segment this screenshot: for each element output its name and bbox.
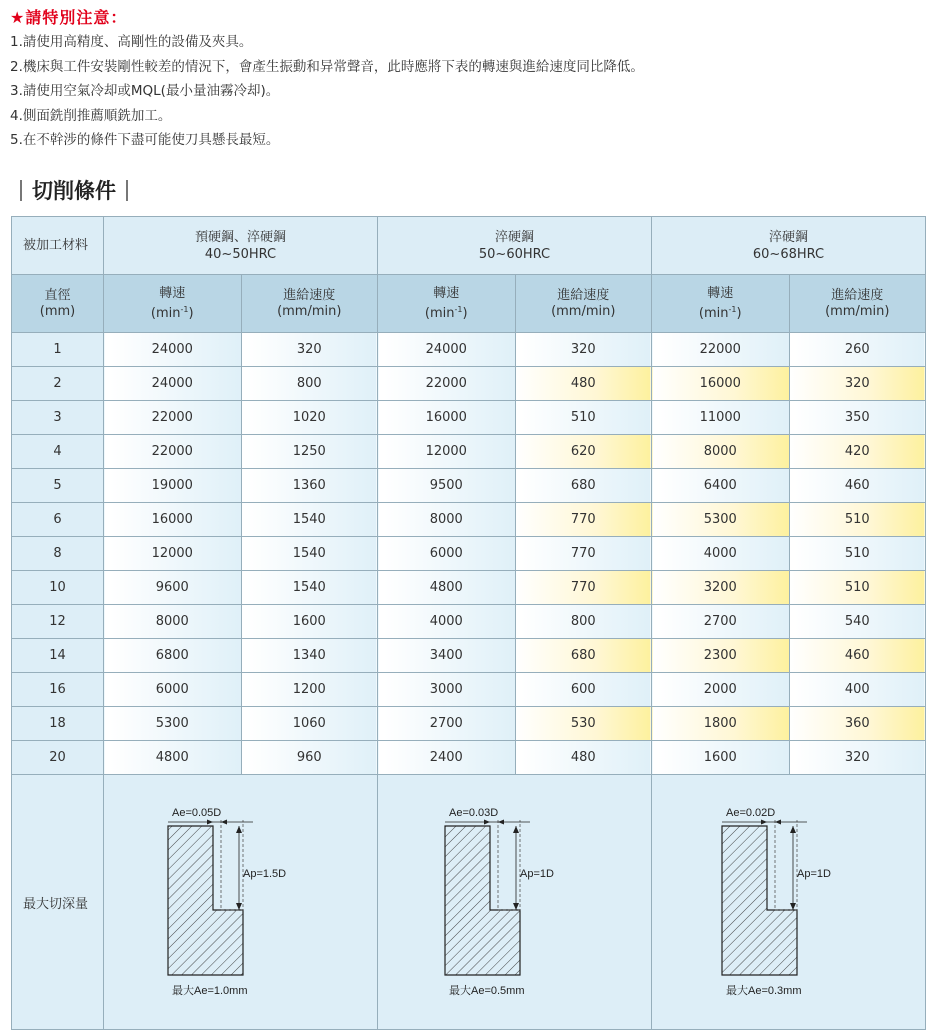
- speed-cell: 6000: [104, 673, 242, 707]
- feed-label: 進給速度: [831, 287, 884, 303]
- feed-cell: 530: [515, 707, 652, 741]
- speed-cell: 11000: [652, 401, 790, 435]
- speed-cell: 2000: [652, 673, 790, 707]
- feed-cell: 1540: [241, 571, 378, 605]
- group-name: 淬硬鋼: [768, 229, 808, 245]
- feed-cell: 400: [789, 673, 926, 707]
- speed-cell: 1800: [652, 707, 790, 741]
- speed-header: [378, 275, 516, 333]
- arrow-head-icon: [761, 820, 767, 825]
- speed-cell: 19000: [104, 469, 242, 503]
- max-ae-label: 最大Ae=0.3mm: [726, 985, 802, 997]
- speed-unit-suffix: ): [736, 305, 742, 321]
- speed-unit-exp: -1: [454, 304, 463, 314]
- speed-cell: 24000: [104, 333, 242, 367]
- tool-outline: [498, 820, 520, 910]
- speed-cell: 16000: [104, 503, 242, 537]
- arrow-head-icon: [207, 820, 213, 825]
- speed-cell: 4000: [378, 605, 516, 639]
- feed-cell: 800: [241, 367, 378, 401]
- diameter-cell: 12: [12, 605, 104, 639]
- notice-line: 1.請使用高精度、高剛性的設備及夾具。: [10, 34, 253, 50]
- feed-header: [241, 275, 378, 333]
- speed-cell: 3200: [652, 571, 790, 605]
- group-header: [652, 217, 926, 275]
- diameter-unit: (mm): [39, 303, 76, 319]
- feed-cell: 460: [789, 469, 926, 503]
- speed-cell: 12000: [104, 537, 242, 571]
- notice-line: 3.請使用空氣冷却或MQL(最小量油霧冷却)。: [10, 83, 280, 99]
- diameter-cell: 18: [12, 707, 104, 741]
- ae-label: Ae=0.02D: [726, 807, 776, 819]
- feed-cell: 510: [789, 537, 926, 571]
- heading-bar-left: [20, 180, 22, 201]
- table-row: [12, 707, 926, 741]
- speed-cell: 1600: [652, 741, 790, 775]
- max-depth-label: 最大切深量: [12, 775, 104, 1030]
- speed-unit-prefix: (min: [424, 305, 455, 321]
- arrow-head-icon: [775, 820, 781, 825]
- arrow-head-icon: [790, 826, 796, 833]
- speed-cell: 3000: [378, 673, 516, 707]
- table-row: [12, 571, 926, 605]
- speed-cell: 2700: [378, 707, 516, 741]
- speed-unit: [699, 306, 742, 321]
- depth-diagram-cell: [652, 775, 926, 1030]
- speed-unit-prefix: (min: [150, 305, 181, 321]
- speed-cell: 9500: [378, 469, 516, 503]
- arrow-head-icon: [513, 903, 519, 910]
- feed-cell: 1340: [241, 639, 378, 673]
- speed-cell: 4800: [378, 571, 516, 605]
- workpiece-section: [168, 826, 243, 975]
- arrow-head-icon: [498, 820, 504, 825]
- speed-cell: 5300: [652, 503, 790, 537]
- feed-cell: 1540: [241, 537, 378, 571]
- arrow-head-icon: [236, 903, 242, 910]
- diameter-header: [12, 275, 104, 333]
- depth-diagram: [378, 775, 651, 1029]
- feed-cell: 510: [789, 503, 926, 537]
- ap-label: Ap=1D: [520, 868, 554, 880]
- feed-cell: 420: [789, 435, 926, 469]
- speed-cell: 24000: [378, 333, 516, 367]
- feed-cell: 770: [515, 537, 652, 571]
- speed-cell: 6800: [104, 639, 242, 673]
- column-header-row: [12, 275, 926, 333]
- group-hardness: 40~50HRC: [204, 246, 277, 262]
- feed-cell: 770: [515, 503, 652, 537]
- max-ae-label: 最大Ae=1.0mm: [172, 985, 248, 997]
- feed-cell: 510: [515, 401, 652, 435]
- speed-cell: 22000: [652, 333, 790, 367]
- feed-header: [515, 275, 652, 333]
- speed-cell: 8000: [104, 605, 242, 639]
- cutting-conditions-table: [11, 216, 926, 1030]
- feed-cell: 960: [241, 741, 378, 775]
- table-row: [12, 469, 926, 503]
- notice-line: 2.機床與工件安裝剛性較差的情況下，會產生振動和异常聲音，此時應將下表的轉速與進給速度同比降低。: [10, 58, 644, 75]
- feed-cell: 350: [789, 401, 926, 435]
- depth-diagram-cell: [104, 775, 378, 1030]
- speed-cell: 2300: [652, 639, 790, 673]
- feed-cell: 680: [515, 639, 652, 673]
- depth-diagram: [652, 775, 925, 1029]
- speed-cell: 5300: [104, 707, 242, 741]
- speed-label: 轉速: [707, 285, 734, 301]
- feed-cell: 1600: [241, 605, 378, 639]
- feed-cell: 320: [789, 367, 926, 401]
- feed-cell: 480: [515, 367, 652, 401]
- feed-cell: 510: [789, 571, 926, 605]
- feed-cell: 540: [789, 605, 926, 639]
- feed-cell: 1020: [241, 401, 378, 435]
- max-ae-label: 最大Ae=0.5mm: [449, 985, 525, 997]
- table-row: [12, 639, 926, 673]
- ap-label: Ap=1D: [797, 868, 831, 880]
- feed-cell: 680: [515, 469, 652, 503]
- speed-cell: 22000: [378, 367, 516, 401]
- feed-cell: 800: [515, 605, 652, 639]
- depth-diagram-cell: [378, 775, 652, 1030]
- feed-unit: (mm/min): [551, 303, 616, 319]
- diameter-cell: 4: [12, 435, 104, 469]
- speed-header: [652, 275, 790, 333]
- tool-outline: [221, 820, 243, 910]
- speed-cell: 2700: [652, 605, 790, 639]
- group-header: [378, 217, 652, 275]
- speed-cell: 9600: [104, 571, 242, 605]
- notice-title: ★請特別注意：: [10, 8, 128, 27]
- feed-cell: 770: [515, 571, 652, 605]
- speed-unit: [425, 306, 468, 321]
- arrow-head-icon: [236, 826, 242, 833]
- speed-cell: 2400: [378, 741, 516, 775]
- table-row: [12, 741, 926, 775]
- speed-label: 轉速: [159, 285, 186, 301]
- feed-cell: 1360: [241, 469, 378, 503]
- diameter-cell: 5: [12, 469, 104, 503]
- arrow-head-icon: [221, 820, 227, 825]
- speed-cell: 16000: [652, 367, 790, 401]
- feed-label: 進給速度: [557, 287, 610, 303]
- speed-label: 轉速: [433, 285, 460, 301]
- workpiece-section: [445, 826, 520, 975]
- max-depth-row: [12, 775, 926, 1030]
- feed-cell: 600: [515, 673, 652, 707]
- table-row: [12, 401, 926, 435]
- workpiece-section: [722, 826, 797, 975]
- arrow-head-icon: [513, 826, 519, 833]
- speed-unit-suffix: ): [188, 305, 194, 321]
- speed-cell: 4800: [104, 741, 242, 775]
- heading-bar-right: [126, 180, 128, 201]
- feed-cell: 480: [515, 741, 652, 775]
- diameter-cell: 10: [12, 571, 104, 605]
- group-name: 淬硬鋼: [494, 229, 534, 245]
- table-row: [12, 605, 926, 639]
- ae-label: Ae=0.03D: [449, 807, 499, 819]
- speed-header: [104, 275, 242, 333]
- feed-cell: 360: [789, 707, 926, 741]
- notice-section: [10, 6, 920, 153]
- feed-header: [789, 275, 926, 333]
- diameter-cell: 6: [12, 503, 104, 537]
- diameter-label: 直徑: [44, 287, 71, 303]
- diameter-cell: 16: [12, 673, 104, 707]
- feed-cell: 460: [789, 639, 926, 673]
- diameter-cell: 3: [12, 401, 104, 435]
- diameter-cell: 8: [12, 537, 104, 571]
- feed-cell: 1250: [241, 435, 378, 469]
- table-row: [12, 673, 926, 707]
- diameter-cell: 2: [12, 367, 104, 401]
- notice-line: 4.側面銑削推薦順銑加工。: [10, 107, 172, 124]
- material-header-row: [12, 217, 926, 275]
- speed-cell: 12000: [378, 435, 516, 469]
- speed-cell: 6000: [378, 537, 516, 571]
- material-label: 被加工材料: [12, 217, 104, 275]
- notice-line: 5.在不幹涉的條件下盡可能使刀具懸長最短。: [10, 132, 280, 148]
- speed-cell: 3400: [378, 639, 516, 673]
- speed-cell: 8000: [652, 435, 790, 469]
- feed-cell: 1540: [241, 503, 378, 537]
- table-row: [12, 503, 926, 537]
- tool-outline: [775, 820, 797, 910]
- group-hardness: 50~60HRC: [478, 246, 551, 262]
- speed-unit-exp: -1: [180, 304, 189, 314]
- arrow-head-icon: [790, 903, 796, 910]
- feed-label: 進給速度: [283, 287, 336, 303]
- speed-cell: 22000: [104, 435, 242, 469]
- group-name: 預硬鋼、淬硬鋼: [194, 229, 286, 245]
- ap-label: Ap=1.5D: [243, 868, 287, 880]
- feed-cell: 1200: [241, 673, 378, 707]
- speed-unit-prefix: (min: [698, 305, 729, 321]
- ae-label: Ae=0.05D: [172, 807, 222, 819]
- feed-unit: (mm/min): [277, 303, 342, 319]
- feed-cell: 320: [515, 333, 652, 367]
- diameter-cell: 1: [12, 333, 104, 367]
- table-row: [12, 435, 926, 469]
- speed-cell: 4000: [652, 537, 790, 571]
- group-hardness: 60~68HRC: [752, 246, 825, 262]
- speed-cell: 24000: [104, 367, 242, 401]
- speed-unit-exp: -1: [728, 304, 737, 314]
- speed-cell: 16000: [378, 401, 516, 435]
- feed-cell: 260: [789, 333, 926, 367]
- group-header: [104, 217, 378, 275]
- speed-cell: 22000: [104, 401, 242, 435]
- section-title: 切削條件: [32, 179, 116, 203]
- feed-cell: 320: [241, 333, 378, 367]
- feed-cell: 320: [789, 741, 926, 775]
- diameter-cell: 14: [12, 639, 104, 673]
- speed-cell: 8000: [378, 503, 516, 537]
- table-row: [12, 537, 926, 571]
- section-heading: [18, 176, 138, 206]
- feed-cell: 620: [515, 435, 652, 469]
- table-row: [12, 333, 926, 367]
- depth-diagram: [104, 775, 377, 1029]
- arrow-head-icon: [484, 820, 490, 825]
- diameter-cell: 20: [12, 741, 104, 775]
- speed-unit: [151, 306, 194, 321]
- feed-cell: 1060: [241, 707, 378, 741]
- table-row: [12, 367, 926, 401]
- feed-unit: (mm/min): [825, 303, 890, 319]
- speed-unit-suffix: ): [462, 305, 468, 321]
- speed-cell: 6400: [652, 469, 790, 503]
